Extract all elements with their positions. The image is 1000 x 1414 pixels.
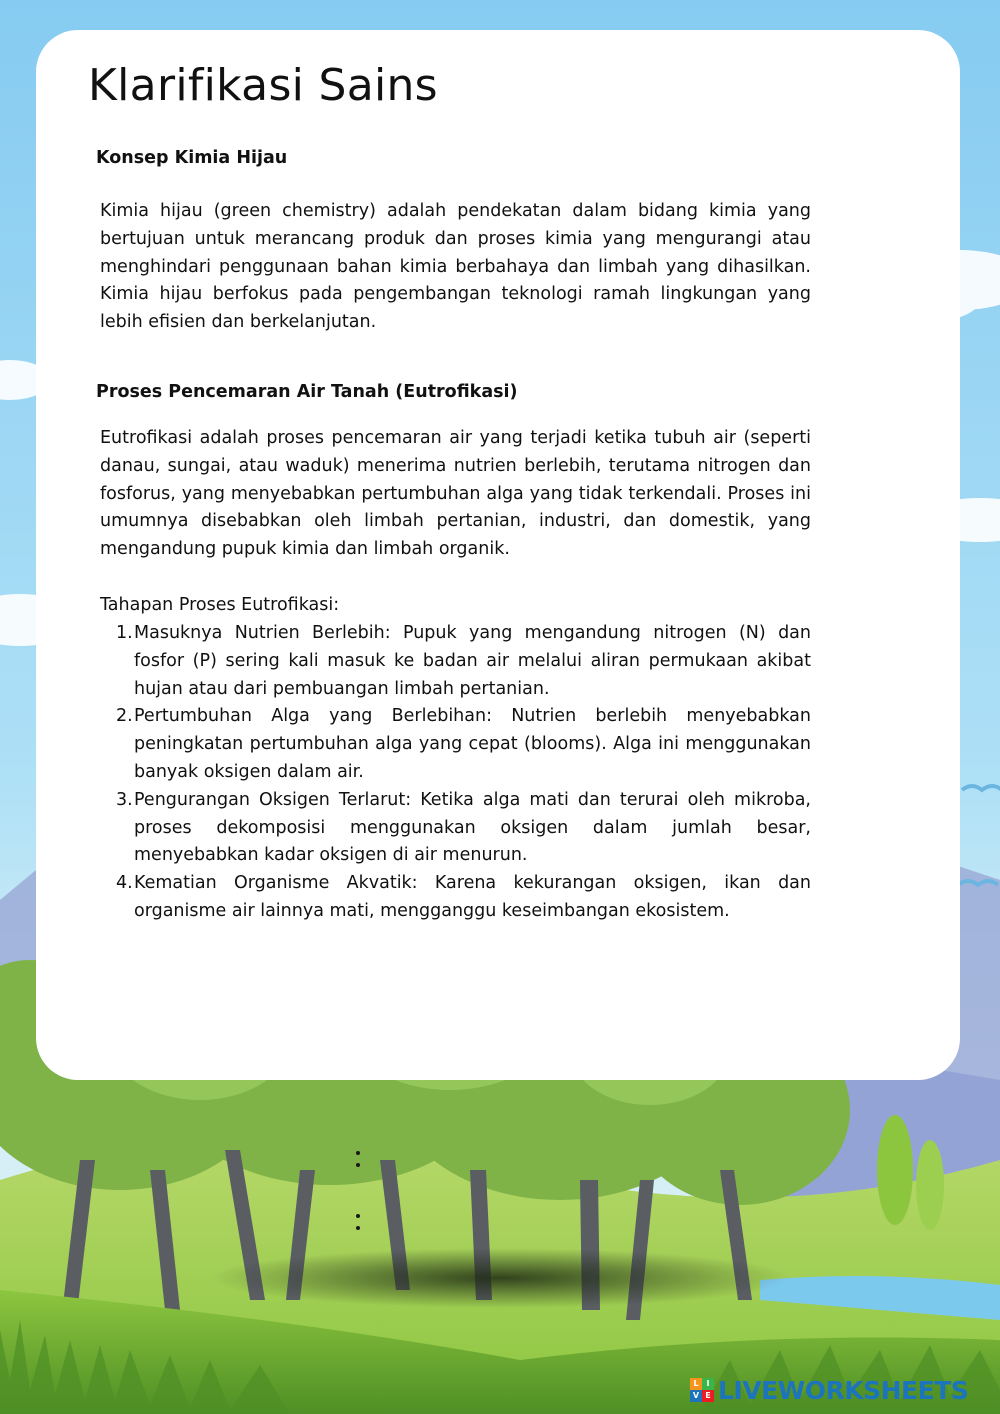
liveworksheets-logo-icon	[690, 1378, 714, 1402]
steps-label: Tahapan Proses Eutrofikasi:	[100, 595, 340, 615]
list-item-text: Masuknya Nutrien Berlebih: Pupuk yang mengandung nitrogen (N) dan fosfor (P) sering kali masuk ke badan air melalui aliran permukaan akibat hujan atau dari pembuangan limbah pertanian.	[134, 623, 811, 699]
list-item	[100, 870, 811, 926]
logo-letter: I	[702, 1378, 714, 1390]
section-heading-eutrophication: Proses Pencemaran Air Tanah (Eutrofikasi)	[96, 382, 518, 402]
logo-letter: L	[690, 1378, 702, 1390]
list-item	[100, 620, 811, 703]
eutrophication-steps-list	[100, 620, 811, 926]
section-heading-green-chemistry: Konsep Kimia Hijau	[96, 148, 288, 168]
list-item-text: Kematian Organisme Akvatik: Karena kekurangan oksigen, ikan dan organisme air lainnya mati, mengganggu keseimbangan ekosistem.	[134, 873, 811, 921]
content-card	[36, 30, 960, 1080]
liveworksheets-brand	[690, 1374, 968, 1406]
list-item-number: 4.	[116, 873, 133, 894]
list-item-number: 1.	[116, 623, 133, 643]
list-item-number: 2.	[116, 706, 133, 727]
list-item-text: Pertumbuhan Alga yang Berlebihan: Nutrien berlebih menyebabkan peningkatan pertumbuhan alga yang cepat (blooms). Alga ini menggunakan banyak oksigen dalam air.	[134, 706, 811, 782]
list-item-number: 3.	[116, 789, 133, 810]
brand-text: LIVEWORKSHEETS	[718, 1375, 969, 1405]
green-chemistry-paragraph: Kimia hijau (green chemistry) adalah pendekatan dalam bidang kimia yang bertujuan untuk merancang produk dan proses kimia yang mengurangi atau menghindari penggunaan bahan kimia berbahaya dan limbah yang dihasilkan. Kimia hijau berfokus pada pengembangan teknologi ramah lingkungan yang lebih efisien dan berkelanjutan.	[100, 201, 811, 333]
page-title: Klarifikasi Sains	[88, 60, 438, 111]
list-item	[100, 703, 811, 786]
list-item-text: Pengurangan Oksigen Terlarut: Ketika alga mati dan terurai oleh mikroba, proses dekomposisi menggunakan oksigen dalam jumlah besar, menyebabkan kadar oksigen di air menurun.	[134, 789, 811, 866]
eutrophication-paragraph: Eutrofikasi adalah proses pencemaran air yang terjadi ketika tubuh air (seperti danau, sungai, atau waduk) menerima nutrien berlebih, terutama nitrogen dan fosforus, yang menyebabkan pertumbuhan alga yang tidak terkendali. Proses ini umumnya disebabkan oleh limbah pertanian, industri, dan domestik, yang mengandung pupuk kimia dan limbah organik.	[100, 428, 811, 560]
list-item	[100, 787, 811, 870]
logo-letter: V	[690, 1390, 702, 1402]
logo-letter: E	[702, 1390, 714, 1402]
